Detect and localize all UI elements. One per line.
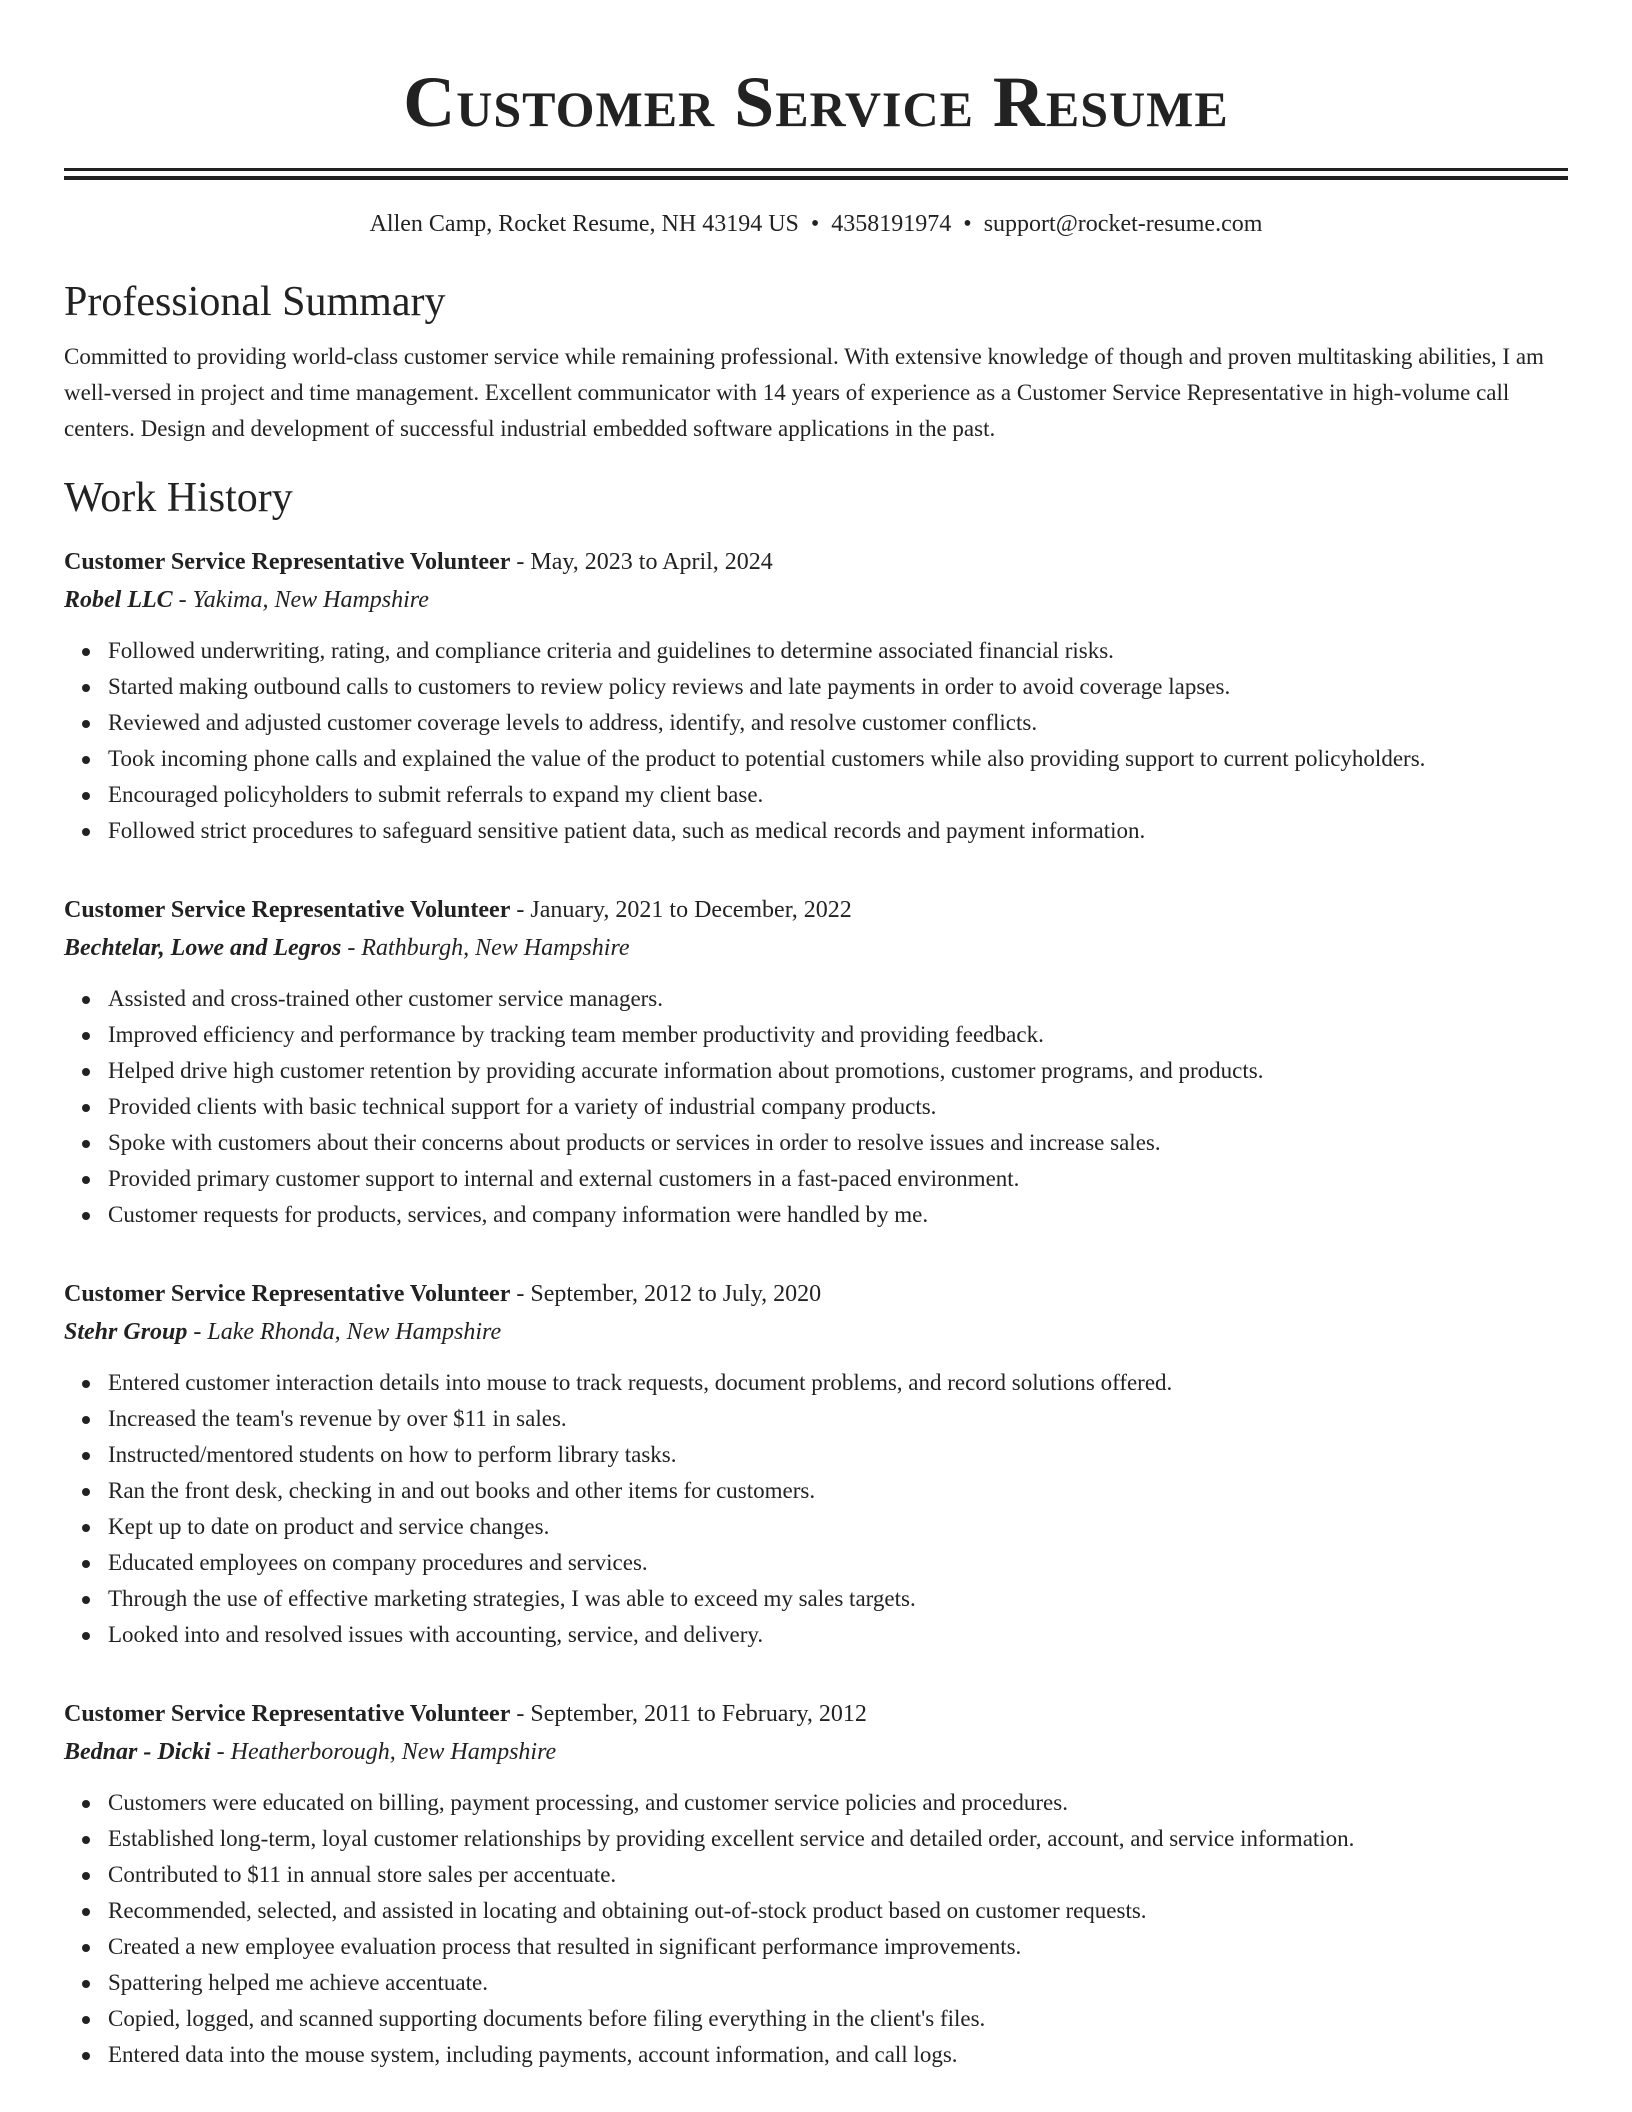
job-company: Bednar - Dicki [64,1739,211,1765]
job-duty: Created a new employee evaluation process that resulted in significant performance improvements. [108,1929,1568,1965]
summary-text: Committed to providing world-class customer service while remaining professional. With extensive knowledge of though and proven multitasking abilities, I am well-versed in project and time management. Excellent communicator with 14 years of experience as a Customer Service Representative in high-volume call centers. Design and development of successful industrial embedded software applications in the past. [64,344,1544,441]
job-company: Stehr Group [64,1319,188,1345]
job-company: Bechtelar, Lowe and Legros [64,935,342,961]
job-role: Customer Service Representative Volunteer [64,1701,511,1727]
job-duty: Customers were educated on billing, payment processing, and customer service policies and procedures. [108,1785,1568,1821]
job-entry [64,891,1568,1233]
job-title-line [64,891,1568,929]
resume-title: Customer Service Resume [403,62,1229,142]
job-duty: Through the use of effective marketing strategies, I was able to exceed my sales targets. [108,1581,1568,1617]
job-duty: Provided clients with basic technical support for a variety of industrial company products. [108,1089,1568,1125]
job-role: Customer Service Representative Volunteer [64,1281,511,1307]
job-entry [64,1695,1568,2073]
job-duty: Spattering helped me achieve accentuate. [108,1965,1568,2001]
job-title-line [64,543,1568,581]
job-duty: Looked into and resolved issues with accounting, service, and delivery. [108,1617,1568,1653]
work-history-heading: Work History [64,475,293,521]
job-duty: Educated employees on company procedures and services. [108,1545,1568,1581]
job-duty: Ran the front desk, checking in and out books and other items for customers. [108,1473,1568,1509]
job-title-line [64,1275,1568,1313]
job-duty: Increased the team's revenue by over $11 in sales. [108,1401,1568,1437]
job-location: - Heatherborough, New Hampshire [210,1739,557,1765]
job-duty: Followed strict procedures to safeguard sensitive patient data, such as medical records and payment information. [108,813,1568,849]
contact-separator: • [963,211,972,237]
job-duties-list [64,981,1568,1233]
job-company-line [64,581,1568,619]
contact-separator: • [810,211,820,237]
job-duty: Entered customer interaction details into mouse to track requests, document problems, and record solutions offered. [108,1365,1568,1401]
job-duty: Instructed/mentored students on how to perform library tasks. [108,1437,1568,1473]
job-duty: Copied, logged, and scanned supporting documents before filing everything in the client's files. [108,2001,1568,2037]
job-duty: Improved efficiency and performance by tracking team member productivity and providing feedback. [108,1017,1568,1053]
job-dates: - September, 2012 to July, 2020 [510,1281,822,1307]
job-entry [64,543,1568,849]
job-duties-list [64,633,1568,849]
job-company-line [64,1313,1568,1351]
job-company-line [64,1733,1568,1771]
job-location: - Yakima, New Hampshire [172,587,429,613]
work-history-list [64,543,1568,2073]
job-role: Customer Service Representative Volunteer [64,897,511,923]
job-duties-list [64,1365,1568,1653]
job-role: Customer Service Representative Volunteer [64,549,511,575]
job-duty: Contributed to $11 in annual store sales per accentuate. [108,1857,1568,1893]
job-duties-list [64,1785,1568,2073]
job-duty: Spoke with customers about their concerns about products or services in order to resolve issues and increase sales. [108,1125,1568,1161]
job-duty: Helped drive high customer retention by providing accurate information about promotions, customer programs, and products. [108,1053,1568,1089]
job-duty: Customer requests for products, services, and company information were handled by me. [108,1197,1568,1233]
job-company-line [64,929,1568,967]
summary-heading: Professional Summary [64,279,446,325]
job-entry [64,1275,1568,1653]
job-company: Robel LLC [64,587,173,613]
job-dates: - May, 2023 to April, 2024 [510,549,773,575]
job-location: - Lake Rhonda, New Hampshire [187,1319,502,1345]
job-dates: - January, 2021 to December, 2022 [510,897,852,923]
contact-email: support@rocket-resume.com [983,211,1263,237]
job-duty: Kept up to date on product and service changes. [108,1509,1568,1545]
job-duty: Recommended, selected, and assisted in locating and obtaining out-of-stock product based on customer requests. [108,1893,1568,1929]
contact-phone: 4358191974 [831,211,952,237]
contact-line [64,209,1568,239]
job-duty: Reviewed and adjusted customer coverage levels to address, identify, and resolve customer conflicts. [108,705,1568,741]
job-duty: Followed underwriting, rating, and compliance criteria and guidelines to determine associated financial risks. [108,633,1568,669]
job-duty: Encouraged policyholders to submit referrals to expand my client base. [108,777,1568,813]
job-duty: Established long-term, loyal customer relationships by providing excellent service and detailed order, account, and service information. [108,1821,1568,1857]
title-double-rule [64,168,1568,171]
job-title-line [64,1695,1568,1733]
job-duty: Provided primary customer support to internal and external customers in a fast-paced environment. [108,1161,1568,1197]
job-duty: Took incoming phone calls and explained the value of the product to potential customers while also providing support to current policyholders. [108,741,1568,777]
job-duty: Entered data into the mouse system, including payments, account information, and call logs. [108,2037,1568,2073]
job-duty: Assisted and cross-trained other customer service managers. [108,981,1568,1017]
job-duty: Started making outbound calls to customers to review policy reviews and late payments in order to avoid coverage lapses. [108,669,1568,705]
job-location: - Rathburgh, New Hampshire [341,935,630,961]
job-dates: - September, 2011 to February, 2012 [510,1701,867,1727]
contact-address: Allen Camp, Rocket Resume, NH 43194 US [369,211,799,237]
